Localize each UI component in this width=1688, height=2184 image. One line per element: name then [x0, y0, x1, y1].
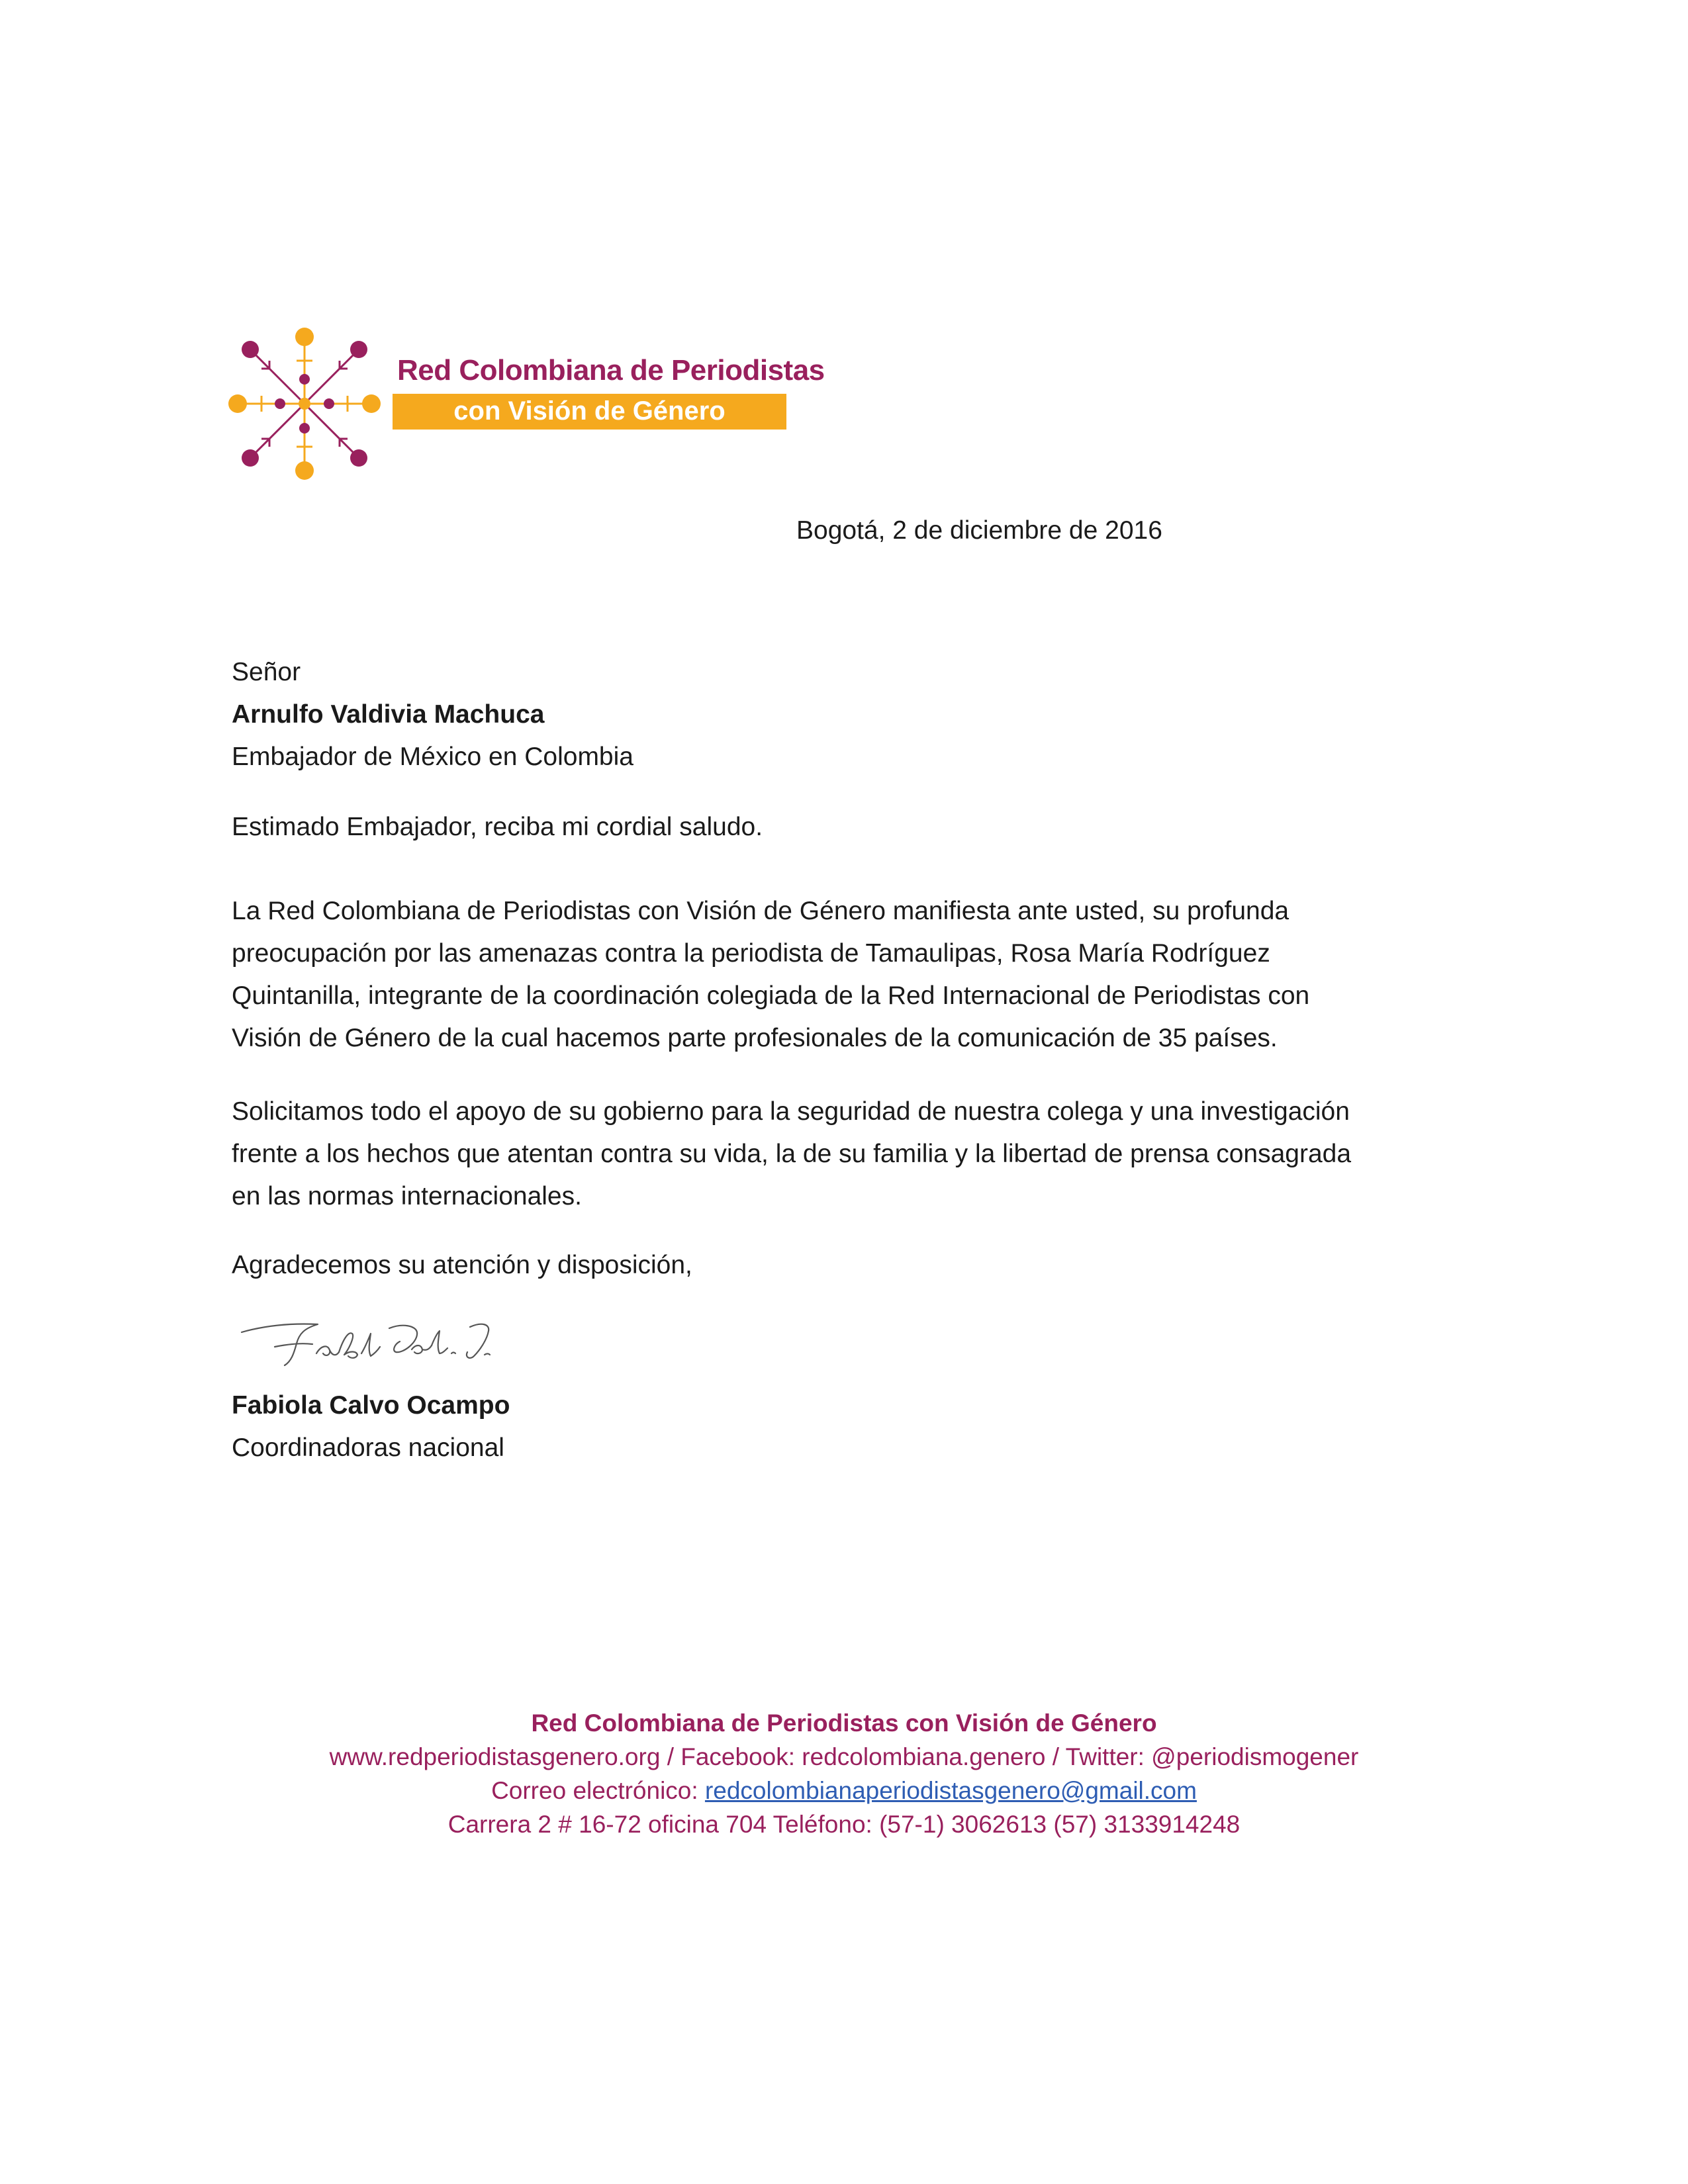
logo-subtitle-band	[393, 394, 786, 430]
recipient-name: Arnulfo Valdivia Machuca	[232, 700, 545, 729]
letter-footer	[0, 1706, 1688, 1841]
logo-org-name: Red Colombiana de Periodistas	[397, 354, 825, 387]
letter-date: Bogotá, 2 de diciembre de 2016	[796, 516, 1162, 545]
handwritten-signature-icon	[238, 1314, 543, 1373]
footer-org-name: Red Colombiana de Periodistas con Visión de Género	[531, 1709, 1157, 1737]
signer-role: Coordinadoras nacional	[232, 1433, 504, 1462]
paragraph-line: La Red Colombiana de Periodistas con Visión de Género manifiesta ante usted, su profunda	[232, 897, 1289, 925]
footer-email-line	[0, 1774, 1688, 1807]
greeting: Estimado Embajador, reciba mi cordial saludo.	[232, 813, 763, 841]
closing: Agradecemos su atención y disposición,	[232, 1251, 692, 1279]
footer-email-label: Correo electrónico:	[491, 1777, 705, 1804]
body-paragraph-1	[232, 890, 1476, 1060]
paragraph-line: Visión de Género de la cual hacemos parte profesionales de la comunicación de 35 países.	[232, 1024, 1278, 1052]
paragraph-line: preocupación por las amenazas contra la periodista de Tamaulipas, Rosa María Rodríguez	[232, 939, 1270, 968]
logo-org-subtitle: con Visión de Género	[453, 396, 726, 426]
footer-web-line: www.redperiodistasgenero.org / Facebook: redcolombiana.genero / Twitter: @periodismogener	[329, 1743, 1359, 1770]
network-star-logo-icon	[228, 328, 381, 480]
recipient-title: Embajador de México en Colombia	[232, 743, 633, 771]
body-paragraph-2	[232, 1091, 1476, 1218]
letterhead-logo	[228, 328, 825, 486]
salutation: Señor	[232, 658, 301, 686]
signer-name: Fabiola Calvo Ocampo	[232, 1391, 510, 1420]
paragraph-line: en las normas internacionales.	[232, 1182, 582, 1210]
paragraph-line: frente a los hechos que atentan contra su vida, la de su familia y la libertad de prensa consagrada	[232, 1140, 1352, 1168]
footer-address: Carrera 2 # 16-72 oficina 704 Teléfono: (57-1) 3062613 (57) 3133914248	[447, 1811, 1241, 1838]
paragraph-line: Solicitamos todo el apoyo de su gobierno para la seguridad de nuestra colega y una investigación	[232, 1097, 1350, 1126]
paragraph-line: Quintanilla, integrante de la coordinación colegiada de la Red Internacional de Periodistas con	[232, 981, 1310, 1010]
footer-email-link[interactable]: redcolombianaperiodistasgenero@gmail.com	[704, 1777, 1197, 1804]
